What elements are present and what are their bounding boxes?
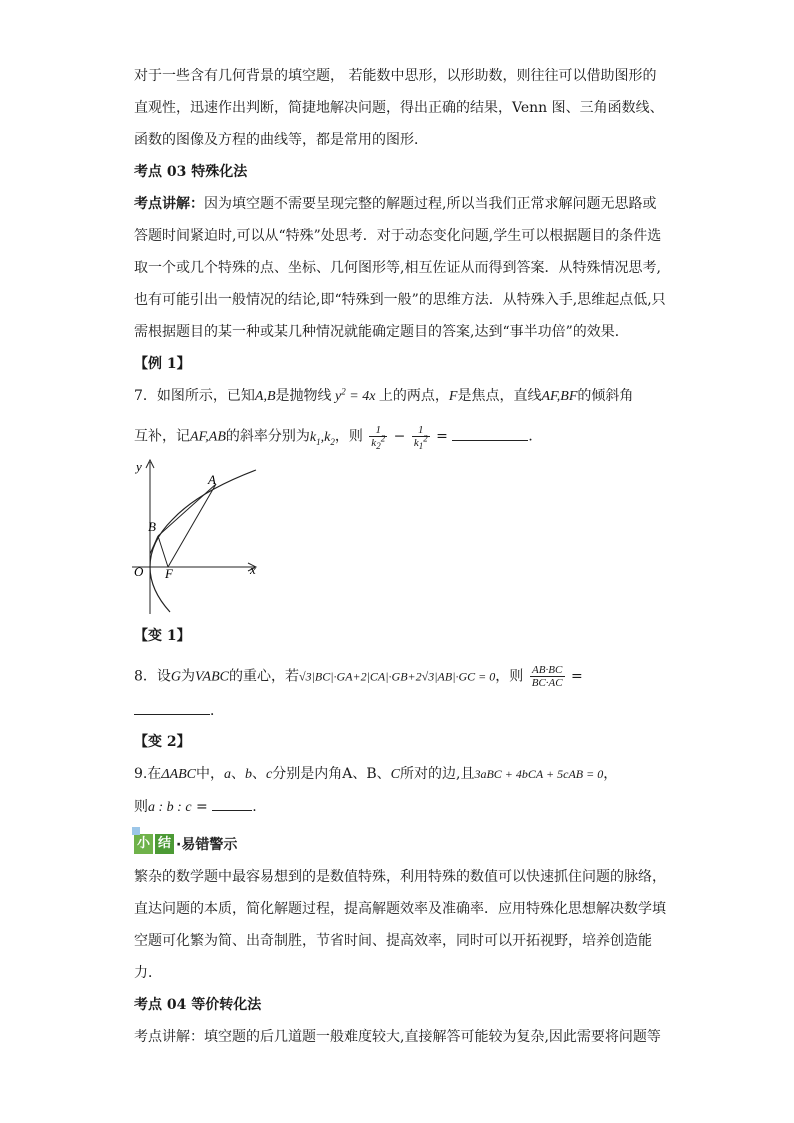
q8-text-a: 8．设 bbox=[134, 668, 171, 685]
q9-text-2d: . bbox=[252, 799, 257, 815]
q7-text-2c: 的斜率分别为 bbox=[225, 428, 310, 445]
badge-part-3: ·易错警示 bbox=[176, 837, 238, 853]
label-o: O bbox=[134, 564, 144, 579]
q8-triangle: VABC bbox=[195, 669, 230, 685]
intro-line-1: 对于一些含有几何背景的填空题， 若能数中思形，以形助数，则往往可以借助图形的 bbox=[134, 68, 657, 84]
q7-text-h: 的倾斜角 bbox=[577, 388, 634, 404]
q9-sep-1: 、 bbox=[231, 766, 246, 782]
q7-lines-af-bf: AF,BF bbox=[541, 389, 578, 404]
q7-answer-blank[interactable] bbox=[452, 426, 528, 441]
q9-sep-2: 、 bbox=[252, 766, 267, 782]
q7-fraction-1: $\frac{1}{k_2^2}$ bbox=[371, 424, 386, 452]
section-03-label: 考点讲解： bbox=[134, 196, 204, 212]
q7-text-2d: ，则 bbox=[334, 428, 363, 445]
q7-text-c: 是抛物线 bbox=[275, 388, 332, 404]
label-f: F bbox=[165, 566, 173, 581]
q9-sep-3: 、 bbox=[352, 766, 367, 782]
q9-side-a: a bbox=[224, 767, 232, 782]
badge-part-1: 小 bbox=[134, 834, 153, 854]
q9-triangle: ΔABC bbox=[161, 767, 197, 782]
variant-2-tag: 【变 2】 bbox=[134, 734, 191, 750]
parabola-figure bbox=[128, 456, 264, 618]
q9-ratio: a : b : c bbox=[148, 800, 192, 815]
q9-side-c: c bbox=[266, 767, 273, 782]
line-af bbox=[168, 484, 216, 567]
section-03-title: 考点 03 特殊化法 bbox=[134, 164, 248, 180]
variant-2-question-line-2 bbox=[134, 796, 257, 818]
badge-part-2: 结 bbox=[155, 834, 174, 854]
q9-sep-4: 、 bbox=[376, 766, 391, 782]
q7-focus-f: F bbox=[448, 389, 458, 404]
variant-2-question-line-1 bbox=[134, 764, 617, 785]
section-04-title: 考点 04 等价转化法 bbox=[134, 997, 262, 1013]
q9-side-b: b bbox=[245, 767, 253, 782]
q9-equals: = bbox=[191, 799, 213, 815]
q7-fraction-2: $\frac{1}{k_1^2}$ bbox=[413, 424, 428, 452]
q9-text-l: 所对的边,且 bbox=[400, 766, 475, 782]
q7-lines-af-ab: AF,AB bbox=[190, 429, 226, 445]
example-1-question-line-2: 互补，记AF,AB的斜率分别为$k_1,k_2$，则 $\frac{1}{k_2^2}$ − $\frac{1}{k_1^2}$ = ． bbox=[134, 424, 543, 452]
q9-vector-equation: 3aBC + 4bCA + 5cAB = 0 bbox=[474, 767, 604, 781]
q7-text-a: 7．如图所示，已知 bbox=[134, 388, 255, 404]
label-y: y bbox=[136, 459, 142, 474]
q9-text-2a: 则 bbox=[134, 799, 148, 815]
q7-text-2a: 互补，记 bbox=[134, 428, 190, 445]
section-03-line-3: 取一个或几个特殊的点、坐标、几何图形等,相互佐证从而得到答案．从特殊情况思考, bbox=[134, 260, 661, 276]
label-b: B bbox=[148, 519, 156, 534]
line-bf bbox=[158, 536, 168, 567]
summary-badge bbox=[134, 833, 237, 855]
q8-answer-blank[interactable] bbox=[134, 700, 210, 715]
section-03-line-5: 需根据题目的某一种或某几种情况就能确定题目的答案,达到“事半功倍”的效果． bbox=[134, 324, 629, 340]
variant-1-blank-line bbox=[134, 700, 224, 721]
section-04-line-1: 考点讲解：填空题的后几道题一般难度较大,直接解答可能较为复杂,因此需要将问题等 bbox=[134, 1029, 661, 1045]
q9-text-h: 分别是内角 bbox=[272, 766, 343, 782]
q7-points-ab: A,B bbox=[254, 389, 276, 404]
parabola-curve bbox=[150, 470, 256, 612]
q8-text-e: 的重心，若 bbox=[229, 668, 300, 685]
q8-vector-equation: √3|BC|·GA+2|CA|·GB+2√3|AB|·GC = 0 bbox=[299, 669, 496, 684]
badge-corner-mark bbox=[132, 827, 140, 835]
line-ab bbox=[158, 484, 216, 536]
label-x: x bbox=[250, 562, 256, 577]
q8-fraction: $\frac{AB\cdot BC}{BC\cdot AC}$ bbox=[531, 664, 563, 689]
q9-text-a: 9.在 bbox=[134, 766, 162, 782]
q7-text-f: 是焦点，直线 bbox=[457, 388, 542, 404]
line-o-b bbox=[150, 536, 158, 554]
summary-line-4: 力． bbox=[134, 965, 162, 981]
q8-g: G bbox=[170, 669, 182, 685]
q8-text-f: ，则 bbox=[495, 668, 524, 685]
summary-line-2: 直达问题的本质，简化解题过程，提高解题效率及准确率．应用特殊化思想解决数学填 bbox=[134, 901, 666, 917]
q9-angle-a: A bbox=[342, 766, 353, 782]
q7-parabola-equation: $y^2 = 4x$ bbox=[331, 386, 379, 404]
summary-line-3: 空题可化繁为简、出奇制胜，节省时间、提高效率，同时可以开拓视野，培养创造能 bbox=[134, 933, 652, 949]
summary-line-1: 繁杂的数学题中最容易想到的是数值特殊，利用特殊的数值可以快速抓住问题的脉络， bbox=[134, 869, 666, 885]
example-1-tag: 【例 1】 bbox=[134, 356, 191, 372]
section-03-text-1: 因为填空题不需要呈现完整的解题过程,所以当我们正常求解问题无思路或 bbox=[204, 196, 657, 212]
section-03-line-1 bbox=[134, 194, 656, 214]
variant-1-question-line: 8．设G为VABC的重心，若√3|BC|·GA+2|CA|·GB+2√3|AB|·GC = 0，则 $\frac{AB\cdot BC}{BC\cdot AC}$ = bbox=[134, 664, 583, 689]
q7-text-d: 上的两点， bbox=[378, 388, 449, 404]
intro-line-2: 直观性，迅速作出判断，简捷地解决问题，得出正确的结果，Venn 图、三角函数线、 bbox=[134, 100, 664, 116]
q9-text-c: 中， bbox=[196, 766, 225, 782]
q7-text-2e: ． bbox=[528, 428, 543, 445]
example-1-question-line-1 bbox=[134, 386, 633, 407]
q9-angle-b: B bbox=[366, 766, 377, 782]
q9-answer-blank[interactable] bbox=[212, 796, 252, 811]
variant-1-tag: 【变 1】 bbox=[134, 628, 191, 644]
intro-line-3: 函数的图像及方程的曲线等，都是常用的图形． bbox=[134, 132, 428, 148]
section-03-line-4: 也有可能引出一般情况的结论,即“特殊到一般”的思维方法．从特殊入手,思维起点低,只 bbox=[134, 292, 666, 308]
section-03-line-2: 答题时间紧迫时,可以从“特殊”处思考．对于动态变化问题,学生可以根据题目的条件选 bbox=[134, 228, 662, 244]
q9-angle-c: C bbox=[390, 767, 401, 782]
q7-slopes: $k_1,k_2$ bbox=[309, 429, 335, 447]
q8-text-c: 为 bbox=[181, 668, 196, 685]
q8-text-g: ． bbox=[210, 703, 224, 719]
q9-text-m: ， bbox=[603, 766, 618, 782]
label-a: A bbox=[208, 472, 216, 487]
